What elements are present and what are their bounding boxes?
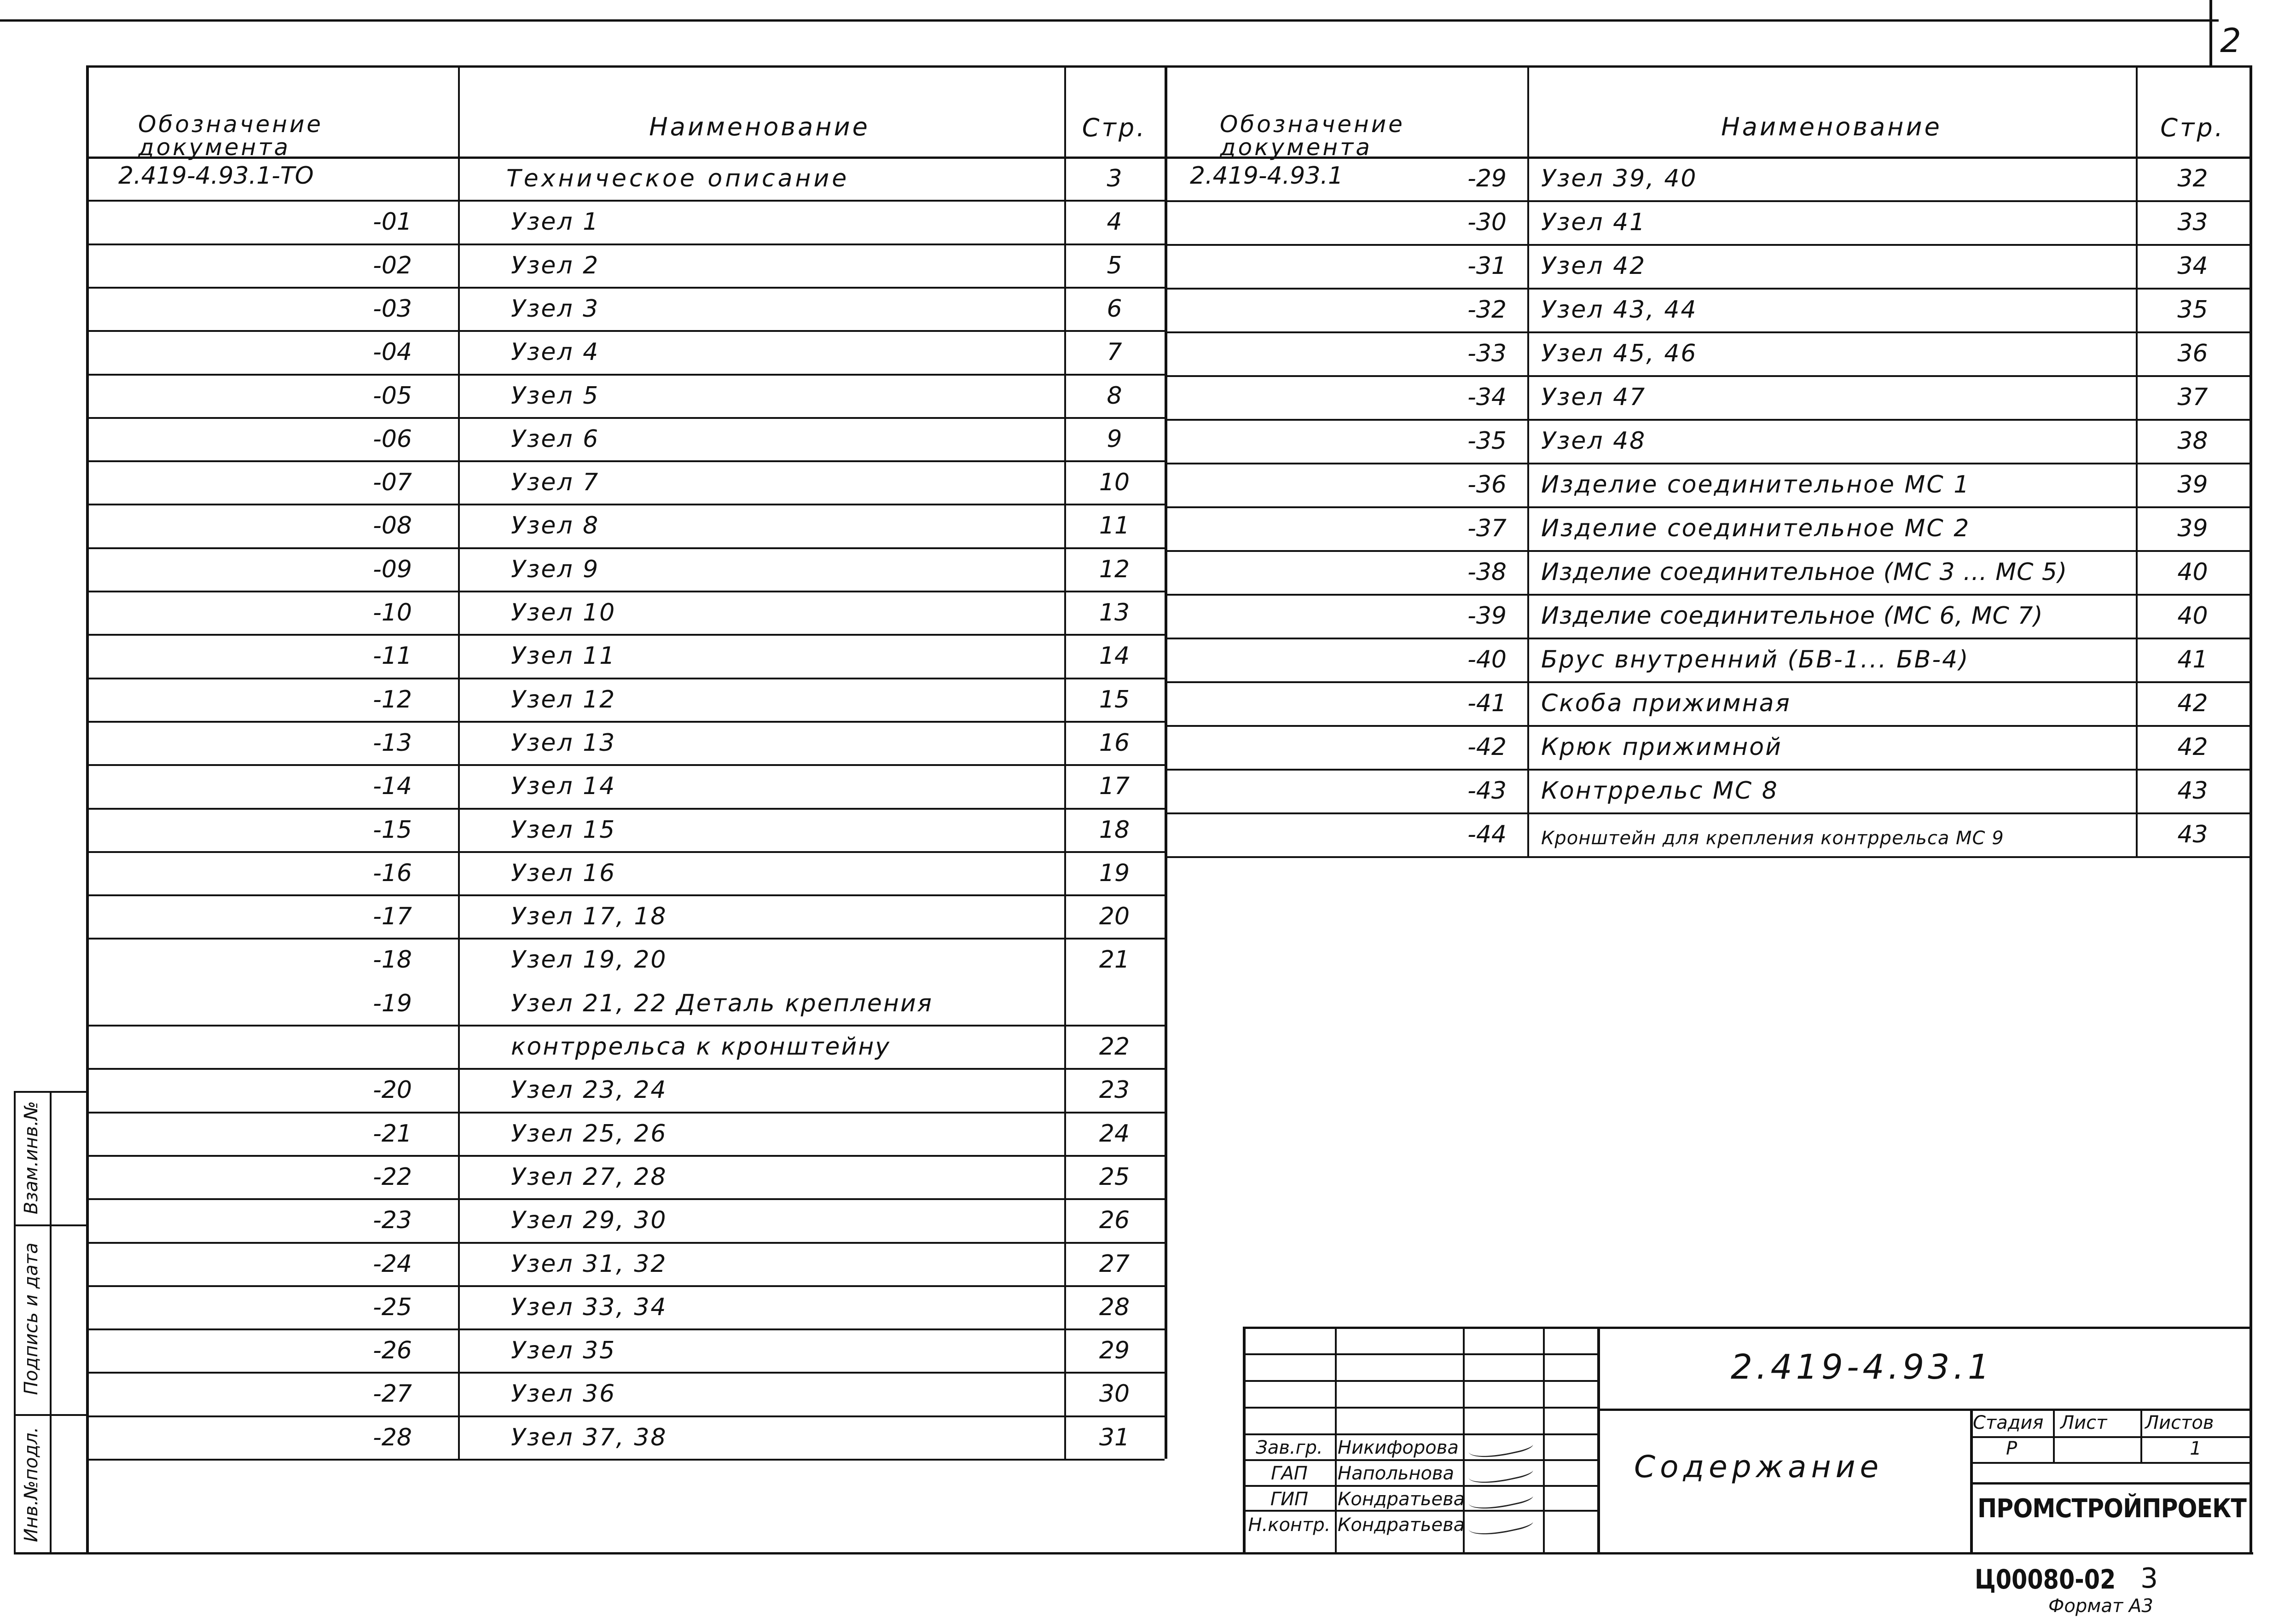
left-row-name: Узел 1 [511, 208, 600, 236]
right-row-name: Кронштейн для крепления контррельса МС 9 [1541, 828, 2004, 849]
left-row-page: 26 [1099, 1206, 1130, 1235]
left-row-name: Узел 33, 34 [511, 1293, 667, 1321]
left-row-rule [86, 417, 1165, 419]
right-row-code: -44 [1467, 821, 1507, 848]
left-row-name: Узел 7 [511, 469, 600, 497]
right-row-code-prefix: 2.419-4.93.1 [1190, 162, 1344, 190]
right-row-rule [1165, 375, 2249, 377]
left-row-page: 8 [1107, 382, 1122, 410]
left-row-name: Узел 19, 20 [511, 946, 667, 974]
left-row-code: -22 [373, 1163, 412, 1191]
left-row-page: 28 [1099, 1293, 1130, 1321]
left-row-rule [86, 460, 1165, 462]
left-row-rule [86, 374, 1165, 376]
left-row-rule [86, 634, 1165, 636]
right-row-rule [1165, 288, 2249, 290]
right-row-code: -40 [1467, 646, 1507, 673]
left-row-page: 4 [1107, 208, 1122, 236]
right-row-code: -33 [1467, 340, 1507, 367]
left-row-page: 7 [1107, 338, 1122, 366]
page-top-line [0, 19, 2219, 22]
left-row-rule [86, 1328, 1165, 1330]
right-row-page: 43 [2177, 777, 2208, 805]
left-row-code: -04 [373, 338, 412, 366]
sheet-number: 2 [2220, 21, 2241, 60]
right-row-page: 42 [2177, 690, 2208, 717]
left-row-page: 9 [1107, 425, 1122, 453]
left-row-name: Узел 36 [511, 1380, 616, 1408]
left-row-name: Узел 3 [511, 295, 600, 323]
left-row-rule [86, 504, 1165, 505]
left-row-page: 13 [1099, 599, 1130, 626]
left-row-code: -06 [373, 425, 412, 453]
signature-icon [1467, 1510, 1534, 1540]
left-row-name: Узел 15 [511, 816, 616, 844]
right-row-code: -32 [1467, 296, 1507, 324]
left-row-name: Узел 27, 28 [511, 1163, 667, 1191]
left-row-name: Узел 21, 22 Деталь крепления [511, 989, 933, 1017]
left-row-name: Узел 31, 32 [511, 1250, 667, 1278]
left-row-rule [86, 1242, 1165, 1244]
right-row-name: Узел 43, 44 [1541, 296, 1698, 324]
right-row-page: 42 [2177, 733, 2208, 761]
left-row-name: Узел 5 [511, 382, 600, 410]
left-row-code: -01 [373, 208, 412, 236]
left-row-name: Узел 13 [511, 729, 616, 757]
right-row-rule [1165, 856, 2249, 858]
right-row-name: Узел 48 [1541, 427, 1646, 455]
left-row-page: 19 [1099, 859, 1130, 887]
left-header-page: Стр. [1082, 113, 1147, 142]
right-row-page: 43 [2177, 821, 2208, 848]
left-row-page: 15 [1099, 685, 1130, 713]
right-row-page: 35 [2177, 296, 2208, 324]
side-stamp-div1 [14, 1224, 86, 1226]
right-row-name: Узел 39, 40 [1541, 165, 1698, 192]
left-row-page: 23 [1099, 1076, 1130, 1104]
right-row-name: Изделие соединительное МС 2 [1541, 515, 1971, 542]
right-row-name: Узел 42 [1541, 252, 1646, 280]
right-row-rule [1165, 463, 2249, 464]
left-row-rule [86, 721, 1165, 723]
right-row-page: 40 [2177, 558, 2208, 586]
left-row-code: -15 [373, 816, 412, 844]
left-row-rule [86, 1025, 1165, 1027]
left-row-name: Узел 12 [511, 685, 616, 713]
sheets-value: 1 [2190, 1438, 2202, 1459]
right-row-name: Узел 47 [1541, 383, 1646, 411]
right-header-name: Наименование [1721, 112, 1942, 141]
sheet-label: Лист [2060, 1412, 2107, 1433]
frame-top-border [86, 65, 2249, 68]
left-row-code: -16 [373, 859, 412, 887]
right-row-name: Узел 41 [1541, 209, 1646, 236]
left-row-page: 25 [1099, 1163, 1130, 1191]
format-label: Формат А3 [2048, 1595, 2153, 1617]
left-row-page: 16 [1099, 729, 1130, 757]
left-row-code: -07 [373, 469, 412, 497]
right-col-divider [1527, 65, 1529, 856]
left-row-rule [86, 764, 1165, 766]
left-row-code: 2.419-4.93.1-ТО [118, 162, 314, 190]
left-row-code: -23 [373, 1206, 412, 1235]
left-row-page: 29 [1099, 1337, 1130, 1365]
right-row-rule [1165, 812, 2249, 814]
left-row-rule [86, 1198, 1165, 1200]
left-row-code: -02 [373, 251, 412, 279]
right-header-page: Стр. [2160, 113, 2225, 142]
sheets-label: Листов [2145, 1412, 2214, 1433]
right-row-page: 40 [2177, 602, 2208, 630]
left-row-rule [86, 547, 1165, 549]
left-row-code: -09 [373, 555, 412, 583]
left-col-divider [1165, 65, 1167, 1459]
left-row-rule [86, 591, 1165, 592]
left-row-page: 18 [1099, 816, 1130, 844]
right-row-code: -43 [1467, 777, 1507, 805]
left-row-name: Узел 17, 18 [511, 903, 667, 931]
right-row-name: Скоба прижимная [1541, 690, 1791, 717]
side-label-vzam-inv: Взам.инв.№ [21, 1101, 42, 1215]
right-row-code: -34 [1467, 383, 1507, 411]
frame-right-border [2249, 65, 2252, 1554]
right-row-page: 41 [2177, 646, 2208, 673]
right-row-name: Узел 45, 46 [1541, 340, 1698, 367]
staff-role: Н.контр. [1248, 1514, 1331, 1536]
left-header-designation: Обозначение документа [138, 111, 323, 161]
signature-icon [1467, 1458, 1534, 1488]
left-row-code: -03 [373, 295, 412, 323]
staff-role: ГАП [1271, 1463, 1308, 1484]
left-row-name: Узел 37, 38 [511, 1423, 667, 1451]
left-row-page: 10 [1099, 469, 1130, 497]
right-row-name: Изделие соединительное МС 1 [1541, 471, 1971, 499]
left-row-rule [86, 200, 1165, 202]
right-row-name: Крюк прижимной [1541, 733, 1782, 761]
left-row-rule [86, 1112, 1165, 1114]
left-row-page: 6 [1107, 295, 1122, 323]
right-row-rule [1165, 638, 2249, 639]
left-row-code: -14 [373, 772, 412, 800]
left-row-name: Узел 10 [511, 599, 616, 626]
right-row-code: -35 [1467, 427, 1507, 455]
right-row-name: Контррельс МС 8 [1541, 777, 1779, 805]
right-row-page: 34 [2177, 252, 2208, 280]
left-row-name: Узел 29, 30 [511, 1206, 667, 1235]
left-row-page: 30 [1099, 1380, 1130, 1408]
left-row-name: Узел 8 [511, 512, 600, 540]
right-row-rule [1165, 244, 2249, 246]
left-row-page: 12 [1099, 555, 1130, 583]
left-row-code: -11 [373, 642, 412, 670]
left-row-code: -24 [373, 1250, 412, 1278]
right-row-page: 33 [2177, 209, 2208, 236]
left-row-rule [86, 851, 1165, 853]
right-row-rule [1165, 594, 2249, 596]
signature-icon [1467, 1433, 1534, 1462]
right-row-page: 38 [2177, 427, 2208, 455]
right-row-page: 37 [2177, 383, 2208, 411]
left-row-rule [86, 287, 1165, 289]
right-row-page: 39 [2177, 515, 2208, 542]
right-row-code: -39 [1467, 602, 1507, 630]
right-row-rule [1165, 419, 2249, 421]
left-row-page: 17 [1099, 772, 1130, 800]
right-row-rule [1165, 550, 2249, 552]
right-row-code: -41 [1467, 690, 1507, 717]
left-row-rule [86, 808, 1165, 810]
right-row-name: Брус внутренний (БВ-1... БВ-4) [1541, 646, 1970, 673]
right-row-rule [1165, 725, 2249, 727]
stage-value: Р [2006, 1438, 2018, 1459]
left-row-code: -28 [373, 1423, 412, 1451]
archive-page: 3 [2140, 1562, 2158, 1595]
left-row-page: 5 [1107, 251, 1122, 279]
left-row-page: 3 [1107, 165, 1122, 192]
left-row-code: -21 [373, 1119, 412, 1148]
right-header-designation: Обозначение документа [1220, 111, 1405, 161]
left-row-name: Узел 4 [511, 338, 600, 366]
right-row-page: 32 [2177, 165, 2208, 192]
staff-name: Напольнова [1338, 1463, 1455, 1484]
left-row-page: 24 [1099, 1119, 1130, 1148]
right-row-page: 39 [2177, 471, 2208, 499]
right-row-code: -38 [1467, 558, 1507, 586]
left-row-code: -20 [373, 1076, 412, 1104]
left-row-code: -13 [373, 729, 412, 757]
right-row-code: -36 [1467, 471, 1507, 499]
left-row-page: 27 [1099, 1250, 1130, 1278]
staff-name: Кондратьева [1338, 1489, 1465, 1510]
left-row-page: 31 [1099, 1423, 1130, 1451]
left-row-name: Узел 2 [511, 251, 600, 279]
right-row-code: -37 [1467, 515, 1507, 542]
left-row-name: Узел 9 [511, 555, 600, 583]
left-row-rule [86, 938, 1165, 940]
frame-bottom-border [14, 1552, 2253, 1554]
left-row-code: -05 [373, 382, 412, 410]
left-row-code: -19 [373, 989, 412, 1017]
left-row-code: -18 [373, 946, 412, 974]
left-row-code: -27 [373, 1380, 412, 1408]
left-row-rule [86, 1459, 1165, 1461]
left-row-page: 11 [1099, 512, 1130, 540]
left-row-rule [86, 330, 1165, 332]
staff-role: ГИП [1270, 1489, 1309, 1510]
left-row-page: 14 [1099, 642, 1130, 670]
left-row-code: -25 [373, 1293, 412, 1321]
left-row-name: Узел 35 [511, 1337, 616, 1365]
left-row-name: Узел 6 [511, 425, 600, 453]
right-row-rule [1165, 506, 2249, 508]
right-row-name: Изделие соединительное (МС 3 ... МС 5) [1541, 558, 2068, 586]
side-label-inv-podl: Инв.№подл. [21, 1427, 42, 1543]
left-col-divider [458, 65, 460, 1459]
left-row-name: контррельса к кронштейну [511, 1033, 891, 1061]
title-document-name: Содержание [1634, 1449, 1884, 1485]
left-row-rule [86, 1068, 1165, 1070]
left-row-name: Узел 25, 26 [511, 1119, 667, 1148]
right-row-code: -31 [1467, 252, 1507, 280]
right-row-code: -42 [1467, 733, 1507, 761]
left-row-code: -26 [373, 1337, 412, 1365]
right-row-name: Изделие соединительное (МС 6, МС 7) [1541, 602, 2043, 630]
left-row-name: Узел 23, 24 [511, 1076, 667, 1104]
staff-name: Кондратьева [1338, 1514, 1465, 1536]
archive-code: Ц00080-02 [1975, 1564, 2116, 1595]
left-row-name: Узел 11 [511, 642, 616, 670]
stage-label: Стадия [1973, 1412, 2044, 1433]
title-document-code: 2.419-4.93.1 [1731, 1347, 1993, 1387]
side-label-podpis-data: Подпись и дата [21, 1242, 42, 1395]
left-row-code: -12 [373, 685, 412, 713]
left-row-name: Техническое описание [506, 165, 850, 192]
left-row-code: -10 [373, 599, 412, 626]
left-row-page: 21 [1099, 946, 1130, 974]
right-row-rule [1165, 769, 2249, 771]
frame-left-border [86, 65, 89, 1554]
right-row-code: -30 [1467, 209, 1507, 236]
left-row-rule [86, 1372, 1165, 1374]
right-row-rule [1165, 681, 2249, 683]
left-row-code: -08 [373, 512, 412, 540]
left-row-rule [86, 1155, 1165, 1157]
left-row-rule [86, 244, 1165, 245]
left-header-name: Наименование [649, 112, 870, 141]
left-row-page: 22 [1099, 1033, 1130, 1061]
right-row-page: 36 [2177, 340, 2208, 367]
left-row-name: Узел 16 [511, 859, 616, 887]
left-row-code: -17 [373, 903, 412, 931]
left-row-rule [86, 1285, 1165, 1287]
organization-name: ПРОМСТРОЙПРОЕКТ [1977, 1494, 2246, 1524]
left-row-rule [86, 894, 1165, 896]
side-stamp-outer [14, 1091, 16, 1554]
left-row-rule [86, 1415, 1165, 1417]
left-row-rule [86, 678, 1165, 679]
side-stamp-inner [50, 1091, 52, 1554]
staff-role: Зав.гр. [1256, 1437, 1323, 1458]
right-row-rule [1165, 331, 2249, 333]
staff-name: Никифорова [1338, 1437, 1459, 1458]
left-row-page: 20 [1099, 903, 1130, 931]
left-row-name: Узел 14 [511, 772, 616, 800]
right-row-rule [1165, 200, 2249, 202]
right-row-code: -29 [1467, 165, 1507, 192]
